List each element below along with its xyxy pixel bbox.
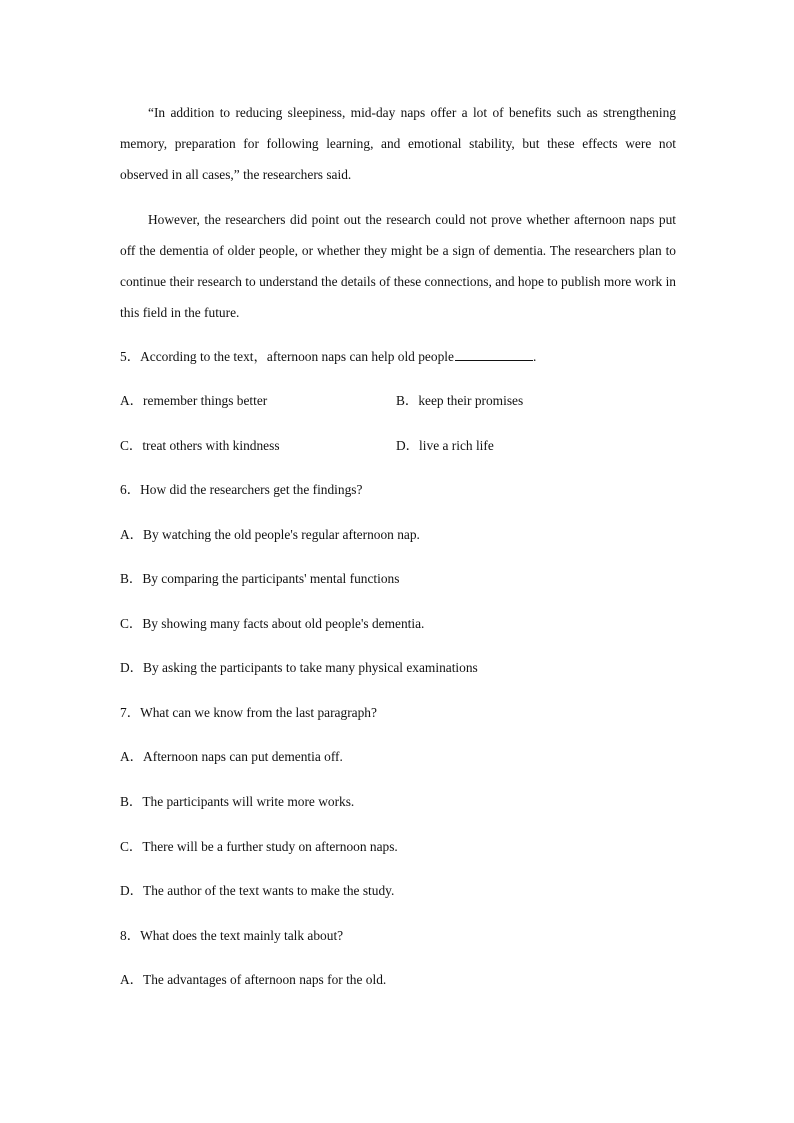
question-6-option-c: C．By showing many facts about old people's dementia. — [120, 616, 425, 631]
question-5-text: 5．According to the text，afternoon naps can help old people — [120, 349, 454, 364]
question-6-option-d: D．By asking the participants to take many physical examinations — [120, 660, 478, 675]
question-5-option-a: A．remember things better — [120, 393, 268, 408]
question-8-stem: 8．What does the text mainly talk about? — [120, 928, 344, 943]
question-7-option-c: C．There will be a further study on afternoon naps. — [120, 839, 398, 854]
paragraph-2: However, the researchers did point out the research could not prove whether afternoon naps put off the dementia of older people, or whether they might be a sign of dementia. The researchers plan to continue their research to understand the details of these connections, and hope to publish more work in this field in the future. — [120, 212, 676, 320]
question-5-end: . — [532, 349, 537, 364]
answer-blank — [455, 348, 533, 361]
question-5-stem — [120, 348, 536, 366]
question-6-option-a: A．By watching the old people's regular afternoon nap. — [120, 527, 420, 542]
question-5-option-d: D．live a rich life — [396, 438, 494, 453]
question-7-option-d: D．The author of the text wants to make the study. — [120, 883, 395, 898]
question-5-option-c: C．treat others with kindness — [120, 438, 280, 453]
question-8-option-a: A．The advantages of afternoon naps for the old. — [120, 972, 387, 987]
paragraph-1: “In addition to reducing sleepiness, mid-day naps offer a lot of benefits such as strengthening memory, preparation for following learning, and emotional stability, but these effects were not observed in all cases,” the researchers said. — [120, 105, 676, 182]
question-6-stem: 6．How did the researchers get the findings? — [120, 482, 363, 497]
question-5-option-b: B．keep their promises — [396, 393, 524, 408]
question-6-option-b: B．By comparing the participants' mental functions — [120, 571, 400, 586]
question-7-option-b: B．The participants will write more works. — [120, 794, 355, 809]
question-7-stem: 7．What can we know from the last paragraph? — [120, 705, 377, 720]
question-7-option-a: A．Afternoon naps can put dementia off. — [120, 749, 343, 764]
